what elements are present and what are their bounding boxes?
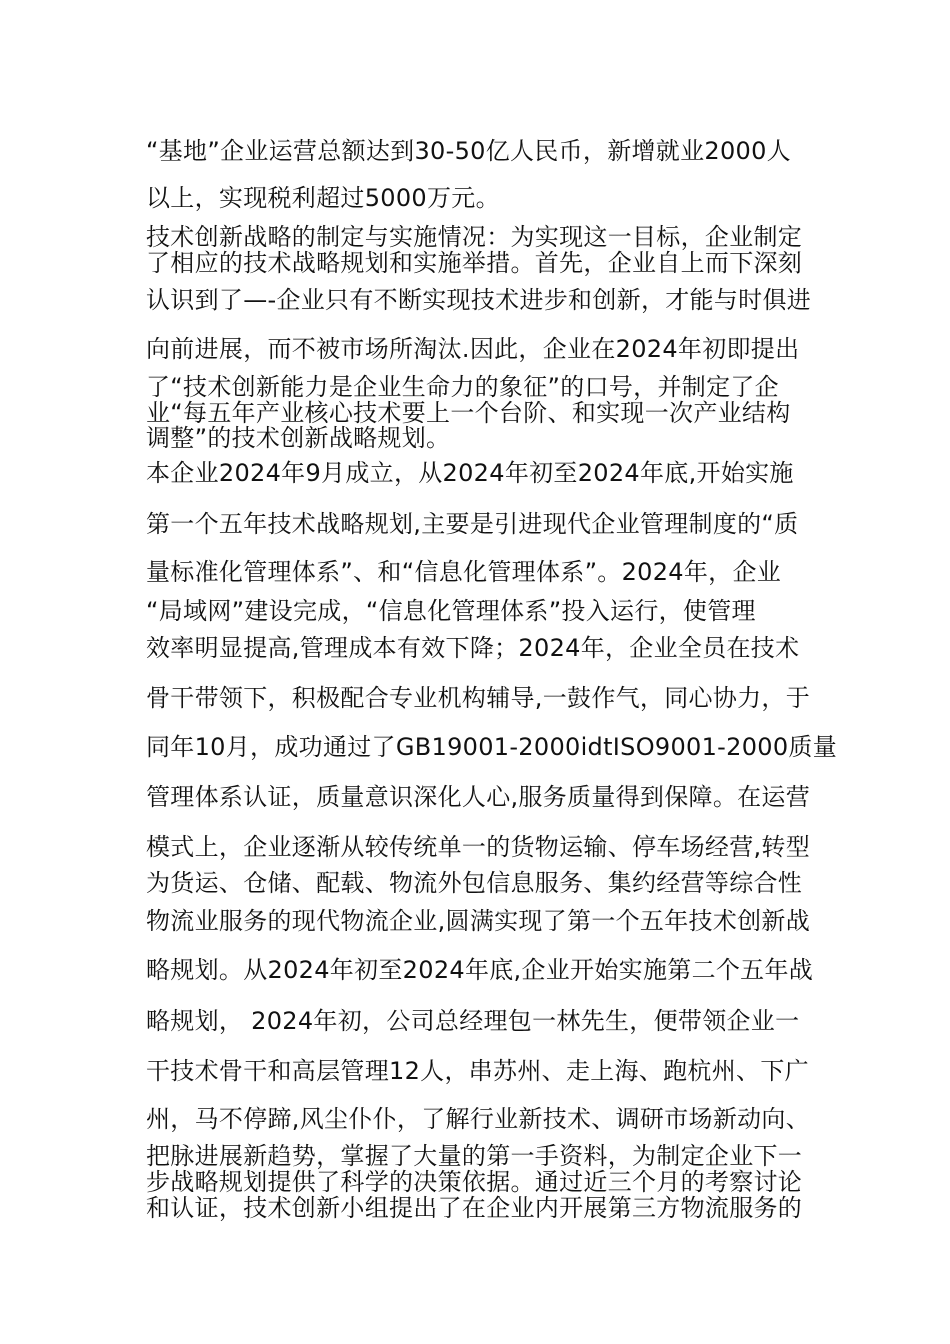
text-line: 效率明显提高,管理成本有效下降；2024年，企业全员在技术 xyxy=(146,634,800,662)
text-line: 本企业2024年9月成立，从2024年初至2024年底,开始实施 xyxy=(146,459,794,487)
text-line: 向前进展，而不被市场所淘汰.因此，企业在2024年初即提出 xyxy=(146,335,800,363)
text-line: 了相应的技术战略规划和实施举措。首先，企业自上而下深刻 xyxy=(146,249,803,277)
text-line: “基地”企业运营总额达到30-50亿人民币，新增就业2000人 xyxy=(146,137,791,165)
text-line: 步战略规划提供了科学的决策依据。通过近三个月的考察讨论 xyxy=(146,1168,803,1196)
text-line: 和认证，技术创新小组提出了在企业内开展第三方物流服务的 xyxy=(146,1194,803,1222)
text-line: 把脉进展新趋势，掌握了大量的第一手资料，为制定企业下一 xyxy=(146,1142,803,1170)
text-line: 以上，实现税利超过5000万元。 xyxy=(146,184,500,212)
text-line: 物流业服务的现代物流企业,圆满实现了第一个五年技术创新战 xyxy=(146,907,811,935)
text-line: 调整”的技术创新战略规划。 xyxy=(146,424,451,452)
text-line: 骨干带领下，积极配合专业机构辅导,一鼓作气，同心协力，于 xyxy=(146,684,811,712)
text-line: 了“技术创新能力是企业生命力的象征”的口号，并制定了企 xyxy=(146,373,779,401)
text-line: 技术创新战略的制定与实施情况：为实现这一目标，企业制定 xyxy=(146,223,803,251)
text-line: 第一个五年技术战略规划,主要是引进现代企业管理制度的“质 xyxy=(146,510,799,538)
text-line: 略规划。从2024年初至2024年底,企业开始实施第二个五年战 xyxy=(146,956,814,984)
text-line: 干技术骨干和高层管理12人，串苏州、走上海、跑杭州、下广 xyxy=(146,1057,809,1085)
text-line: “局域网”建设完成，“信息化管理体系”投入运行，使管理 xyxy=(146,597,756,625)
text-line: 量标准化管理体系”、和“信息化管理体系”。2024年，企业 xyxy=(146,558,782,586)
text-line: 模式上，企业逐渐从较传统单一的货物运输、停车场经营,转型 xyxy=(146,833,811,861)
text-line: 同年10月，成功通过了GB19001-2000idtISO9001-2000质量 xyxy=(146,733,838,761)
text-line: 州，马不停蹄,风尘仆仆，了解行业新技术、调研市场新动向、 xyxy=(146,1105,811,1133)
text-line: 为货运、仓储、配载、物流外包信息服务、集约经营等综合性 xyxy=(146,869,803,897)
text-line: 略规划， 2024年初，公司总经理包一林先生，便带领企业一 xyxy=(146,1007,800,1035)
text-line: 业“每五年产业核心技术要上一个台阶、和实现一次产业结构 xyxy=(146,399,791,427)
text-line: 认识到了—-企业只有不断实现技术进步和创新，才能与时俱进 xyxy=(146,286,812,314)
text-line: 管理体系认证，质量意识深化人心,服务质量得到保障。在运营 xyxy=(146,783,811,811)
